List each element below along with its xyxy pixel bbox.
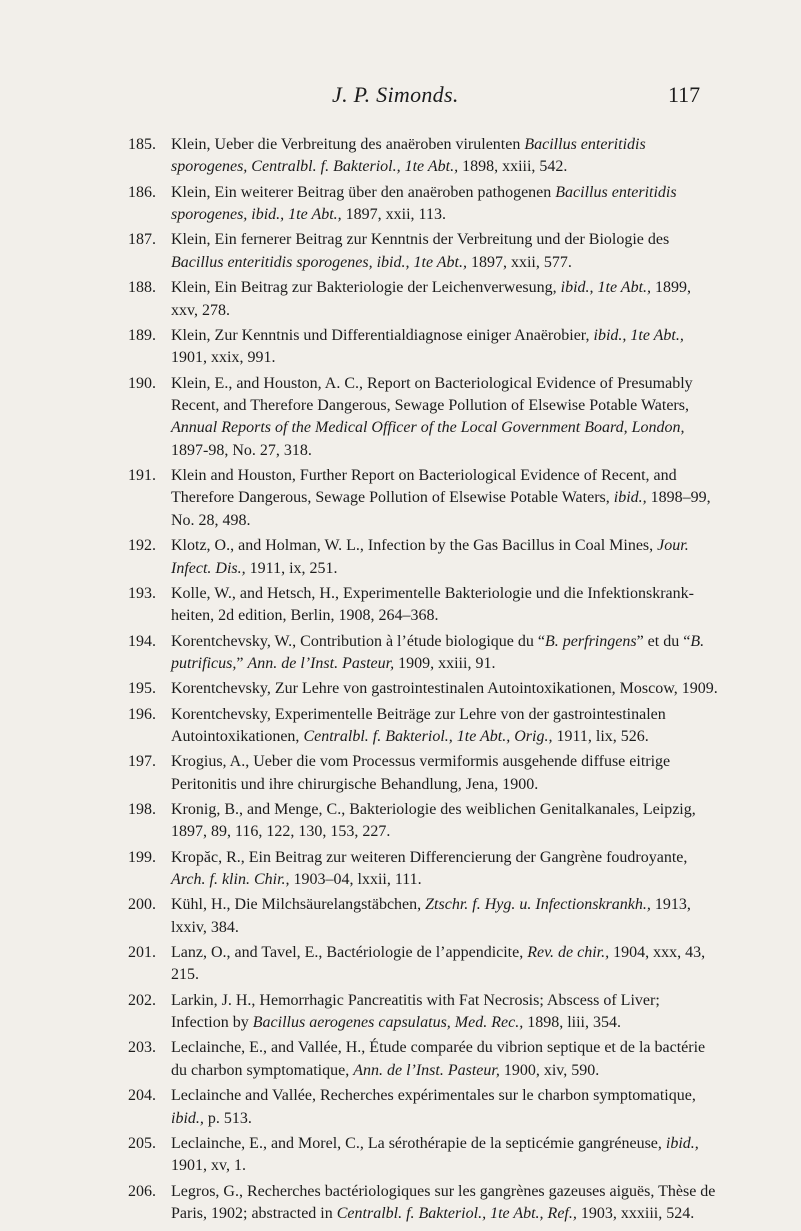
reference-plain-text: Klein, Zur Kenntnis und Differentialdiagnose einiger Anaërobier,	[171, 326, 594, 344]
reference-plain-text: 1897, xxii, 577.	[466, 253, 572, 271]
reference-entry	[128, 1133, 718, 1178]
reference-plain-text: Korentchevsky, Zur Lehre von gastrointestinalen Autointoxikationen, Moscow, 1909.	[171, 680, 718, 698]
reference-italic-text: Ann. de l’Inst. Pasteur,	[353, 1061, 500, 1079]
reference-italic-text: Annual Reports of the Medical Officer of the Local Government Board, London,	[171, 419, 685, 437]
reference-italic-text: ibid.,	[613, 489, 647, 507]
reference-entry	[128, 229, 718, 274]
reference-plain-text: 1899, xxv, 278.	[171, 279, 692, 319]
reference-plain-text: Klein, E., and Houston, A. C., Report on Bacteriological Evidence of Presumably Recent, and Therefore Dangerous, Sewage Pollution of Elsewise Potable Waters,	[171, 374, 693, 414]
reference-plain-text: ” et du “	[636, 632, 691, 650]
reference-text	[171, 583, 718, 628]
reference-entry	[128, 704, 718, 749]
reference-number: 185.	[128, 136, 156, 153]
reference-entry	[128, 134, 718, 179]
reference-text	[171, 894, 718, 939]
reference-text	[171, 277, 718, 322]
reference-italic-text: B. putrificus,	[171, 632, 705, 672]
reference-plain-text: Legros, G., Recherches bactériologiques sur les gangrènes gazeuses aiguës, Thèse de Paris, 1902; abstracted in	[171, 1182, 716, 1222]
reference-text	[171, 325, 718, 370]
running-header	[0, 82, 801, 122]
reference-plain-text: Leclainche, E., and Vallée, H., Étude comparée du vibrion septique et de la bactérie du charbon symptomatique,	[171, 1039, 706, 1079]
reference-text	[171, 847, 718, 892]
reference-list	[128, 134, 718, 1228]
reference-italic-text: Centralbl. f. Bakteriol., 1te Abt., Ref.,	[336, 1204, 577, 1222]
reference-entry	[128, 277, 718, 322]
reference-italic-text: ibid.,	[171, 1109, 204, 1127]
reference-entry	[128, 465, 718, 532]
reference-plain-text: 1901, xxix, 991.	[171, 349, 276, 367]
reference-italic-text: Jour. Infect. Dis.,	[171, 537, 689, 577]
reference-italic-text: Ztschr. f. Hyg. u. Infectionskrankh.,	[425, 896, 651, 914]
reference-italic-text: Bacillus aerogenes capsulatus, Med. Rec.,	[252, 1014, 524, 1032]
reference-italic-text: Bacillus enteritidis sporogenes, Centralbl. f. Bakteriol., 1te Abt.,	[171, 136, 646, 176]
reference-text	[171, 631, 718, 676]
reference-plain-text: Korentchevsky, W., Contribution à l’étude biologique du “	[171, 632, 546, 650]
reference-plain-text: Kühl, H., Die Milchsäurelangstäbchen,	[171, 896, 426, 914]
reference-plain-text: ”	[236, 654, 248, 672]
reference-number: 204.	[128, 1087, 156, 1105]
reference-number: 196.	[128, 705, 156, 723]
reference-text	[171, 373, 718, 463]
reference-text	[171, 1181, 718, 1226]
reference-number: 200.	[128, 896, 156, 914]
reference-plain-text: 1903, xxxiii, 524.	[576, 1204, 695, 1222]
reference-plain-text: 1898–99, No. 28, 498.	[171, 489, 711, 529]
reference-plain-text: Leclainche and Vallée, Recherches expérimentales sur le charbon symptomatique,	[171, 1087, 696, 1105]
reference-plain-text: 1898, liii, 354.	[523, 1014, 621, 1032]
reference-text	[171, 1037, 718, 1082]
reference-entry	[128, 678, 718, 700]
reference-entry	[128, 799, 718, 844]
reference-number: 194.	[128, 632, 156, 650]
reference-number: 202.	[128, 991, 156, 1009]
reference-plain-text: Klotz, O., and Holman, W. L., Infection by the Gas Bacillus in Coal Mines,	[171, 537, 658, 555]
reference-plain-text: 1911, ix, 251.	[245, 559, 338, 577]
reference-entry	[128, 1037, 718, 1082]
reference-italic-text: Rev. de chir.,	[527, 944, 610, 962]
reference-plain-text: Lanz, O., and Tavel, E., Bactériologie de l’appendicite,	[171, 944, 528, 962]
reference-text	[171, 678, 718, 700]
reference-plain-text: 1913, lxxiv, 384.	[171, 896, 691, 936]
reference-italic-text: Arch. f. klin. Chir.,	[171, 871, 290, 889]
reference-number: 193.	[128, 584, 156, 602]
reference-plain-text: Klein, Ein weiterer Beitrag über den anaëroben pathogenen	[171, 183, 556, 201]
reference-entry	[128, 751, 718, 796]
reference-entry	[128, 535, 718, 580]
reference-entry	[128, 325, 718, 370]
reference-plain-text: Kropăc, R., Ein Beitrag zur weiteren Differencierung der Gangrène foudroyante,	[171, 848, 688, 866]
reference-plain-text: Larkin, J. H., Hemorrhagic Pancreatitis with Fat Necrosis; Abscess of Liver; Infection by	[171, 991, 660, 1032]
reference-number: 186.	[128, 183, 156, 201]
running-head-author: J. P. Simonds.	[332, 82, 459, 107]
page-number: 117	[668, 82, 701, 107]
reference-italic-text: ibid.,	[665, 1134, 699, 1152]
reference-entry	[128, 1085, 718, 1130]
reference-text	[171, 990, 718, 1035]
reference-text	[171, 1085, 718, 1130]
reference-text	[171, 751, 718, 796]
reference-entry	[128, 583, 718, 628]
reference-plain-text: 1903–04, lxxii, 111.	[289, 871, 422, 889]
reference-plain-text: 1897-98, No. 27, 318.	[171, 441, 312, 459]
reference-plain-text: Leclainche, E., and Morel, C., La sérothérapie de la septicémie gangréneuse,	[171, 1134, 666, 1152]
reference-plain-text: 1901, xv, 1.	[171, 1157, 246, 1175]
reference-plain-text: Kolle, W., and Hetsch, H., Experimentelle Bakteriologie und die Infektionskrankheiten, 2d edition, Berlin, 1908, 264–368.	[171, 584, 694, 625]
reference-entry	[128, 894, 718, 939]
reference-plain-text: 1897, xxii, 113.	[341, 206, 446, 224]
reference-text	[171, 942, 718, 987]
reference-italic-text: B. perfringens	[545, 632, 637, 650]
reference-number: 191.	[128, 467, 156, 485]
reference-number: 197.	[128, 753, 156, 771]
reference-number: 189.	[128, 326, 156, 344]
reference-number: 192.	[128, 537, 156, 555]
reference-text	[171, 535, 718, 580]
reference-number: 188.	[128, 279, 156, 297]
reference-text	[171, 182, 718, 227]
reference-entry	[128, 182, 718, 227]
reference-number: 201.	[128, 944, 156, 962]
reference-plain-text: Krogius, A., Ueber die vom Processus vermiformis ausgehende diffuse eitrige Peritonitis und ihre chirurgische Behandlung, Jena, 1900.	[171, 753, 671, 793]
reference-entry	[128, 942, 718, 987]
reference-italic-text: ibid., 1te Abt.,	[560, 279, 652, 297]
reference-italic-text: Ann. de l’Inst. Pasteur,	[247, 654, 395, 672]
reference-entry	[128, 1181, 718, 1226]
reference-text	[171, 704, 718, 749]
reference-plain-text: 1911, lix, 526.	[552, 727, 649, 745]
reference-italic-text: Centralbl. f. Bakteriol., 1te Abt., Orig.,	[303, 727, 553, 745]
reference-number: 198.	[128, 800, 156, 818]
reference-number: 206.	[128, 1182, 156, 1200]
reference-text	[171, 799, 718, 844]
reference-plain-text: p. 513.	[203, 1109, 252, 1127]
reference-italic-text: ibid., 1te Abt.,	[593, 326, 684, 344]
reference-entry	[128, 847, 718, 892]
reference-plain-text: 1898, xxiii, 542.	[458, 158, 568, 176]
reference-number: 187.	[128, 231, 156, 249]
reference-number: 199.	[128, 848, 156, 866]
reference-number: 205.	[128, 1134, 156, 1152]
reference-plain-text: 1904, xxx, 43, 215.	[171, 944, 706, 984]
reference-text	[171, 1133, 718, 1178]
reference-plain-text: Klein, Ein fernerer Beitrag zur Kenntnis der Verbreitung und der Biologie des	[171, 231, 670, 249]
reference-plain-text: Korentchevsky, Experimentelle Beiträge zur Lehre von der gastrointestinalen Autointoxikationen,	[171, 705, 666, 745]
reference-entry	[128, 631, 718, 676]
reference-italic-text: Bacillus enteritidis sporogenes, ibid., 1te Abt.,	[171, 183, 677, 224]
reference-number: 195.	[128, 680, 156, 698]
reference-plain-text: Klein and Houston, Further Report on Bacteriological Evidence of Recent, and Therefore Dangerous, Sewage Pollution of Elsewise Potable Waters,	[171, 467, 677, 507]
reference-number: 203.	[128, 1039, 156, 1057]
reference-plain-text: 1909, xxiii, 91.	[394, 654, 496, 672]
reference-entry	[128, 990, 718, 1035]
reference-plain-text: Kronig, B., and Menge, C., Bakteriologie des weiblichen Genitalkanales, Leipzig, 1897, 89, 116, 122, 130, 153, 227.	[171, 800, 696, 841]
reference-number: 190.	[128, 374, 156, 392]
reference-text	[171, 134, 718, 179]
reference-entry	[128, 373, 718, 463]
reference-text	[171, 229, 718, 274]
reference-plain-text: Klein, Ein Beitrag zur Bakteriologie der Leichenverwesung,	[171, 279, 561, 297]
reference-plain-text: 1900, xiv, 590.	[499, 1061, 600, 1079]
reference-italic-text: Bacillus enteritidis sporogenes, ibid., 1te Abt.,	[171, 253, 467, 271]
reference-text	[171, 465, 718, 532]
reference-plain-text: Klein, Ueber die Verbreitung des anaëroben virulenten	[171, 136, 525, 153]
